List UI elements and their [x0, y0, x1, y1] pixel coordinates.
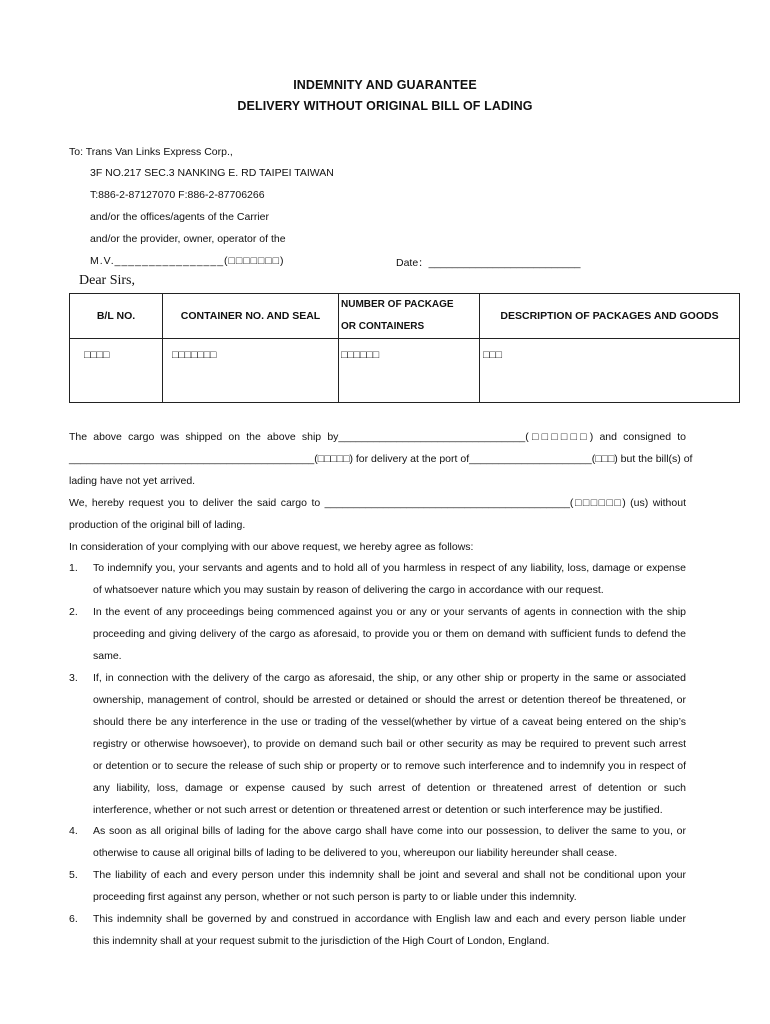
cell-packages[interactable]	[339, 339, 480, 403]
production-line: production of the original bill of lading.	[69, 519, 246, 531]
cell-bl-no-text: □□□□	[84, 349, 110, 361]
carrier-line: and/or the offices/agents of the Carrier	[90, 211, 269, 223]
clause-line: To indemnify you, your servants and agents and to hold all of you harmless in respect of any liability, loss, damage or expense	[93, 562, 686, 574]
clause-line: ownership, management of control, should be arrested or detained or should the arrest or detention thereof be threatened, or	[93, 694, 686, 706]
header-packages-line1: NUMBER OF PACKAGE	[341, 299, 454, 310]
table-header-row	[70, 294, 740, 339]
header-packages-line2: OR CONTAINERS	[341, 321, 425, 332]
clause-text	[93, 601, 686, 667]
clause-line: otherwise to cause all original bills of lading to be delivered to you, whereupon our liability hereunder shall cease.	[93, 847, 618, 859]
clause-line: this indemnity shall at your request submit to the jurisdiction of the High Court of London, England.	[93, 935, 550, 947]
date-field[interactable]: Date：__________________________	[396, 257, 581, 269]
clause-number: 2.	[69, 606, 78, 618]
clause-number: 6.	[69, 913, 78, 925]
clause-number: 1.	[69, 562, 78, 574]
clause-text	[93, 864, 686, 908]
clause-number: 5.	[69, 869, 78, 881]
clause-line: If, in connection with the delivery of the cargo as aforesaid, the ship, or any other ship or property in the same or associated	[93, 672, 686, 684]
clause-text	[93, 908, 686, 952]
clause-line: should there be any interference in the use or trading of the vessel(whether by virtue of a caveat being entered on the ship’s	[93, 716, 686, 728]
clause-line: of whatsoever nature which you may sustain by reason of delivering the cargo in accordance with our request.	[93, 584, 604, 596]
header-bl-no: B/L NO.	[70, 294, 163, 339]
clause-line: In the event of any proceedings being commenced against you or any or your servants of agents in connection with the ship	[93, 606, 686, 618]
clause-number: 3.	[69, 672, 78, 684]
clause-text	[93, 820, 686, 864]
header-description: DESCRIPTION OF PACKAGES AND GOODS	[480, 294, 740, 339]
clause-line: proceeding first against any person, whether or not such person is party to or liable under this indemnity.	[93, 891, 577, 903]
lading-line: lading have not yet arrived.	[69, 475, 196, 487]
vessel-field[interactable]: M.V.________________(□□□□□□□)	[90, 255, 285, 267]
operator-line: and/or the provider, owner, operator of the	[90, 233, 286, 245]
phone-fax-line: T:886-2-87127070 F:886-2-87706266	[90, 189, 265, 201]
clause-line: As soon as all original bills of lading for the above cargo shall have come into our possession, to deliver the same to you, or	[93, 825, 686, 837]
table-row	[70, 339, 740, 403]
clause-line: proceeding and giving delivery of the cargo as aforesaid, to provide you or them on demand with sufficient funds to defend the	[93, 628, 686, 640]
addressee: To: Trans Van Links Express Corp.,	[69, 146, 233, 158]
clause-line: registry or otherwise howsoever), to provide on demand such bail or other security as may be required to prevent such arrest	[93, 738, 686, 750]
cargo-shipped-line: The above cargo was shipped on the above ship by________________________________(□□□□□□) and consigned to	[69, 431, 686, 443]
clause-line: any liability, loss, damage or expense caused by such arrest of detention or threatened arrest of detention or such	[93, 782, 686, 794]
consideration-line: In consideration of your complying with our above request, we hereby agree as follows:	[69, 541, 474, 553]
clause-text	[93, 557, 686, 601]
address-line: 3F NO.217 SEC.3 NANKING E. RD TAIPEI TAIWAN	[90, 167, 334, 179]
cell-packages-text: □□□□□□	[341, 349, 380, 361]
cargo-table	[69, 293, 740, 403]
cell-description[interactable]	[480, 339, 740, 403]
consignee-line: __________________________________________(□□□□□) for delivery at the port of_____________________(□□□) but the bill(s) of	[69, 453, 693, 465]
cell-bl-no[interactable]	[70, 339, 163, 403]
clause-line: interference, whether or not such arrest or detention or threatened arrest or detention or such interference may be justified.	[93, 804, 663, 816]
clause-line: same.	[93, 650, 122, 662]
clause-line: The liability of each and every person under this indemnity shall be joint and several and shall not be conditional upon your	[93, 869, 686, 881]
clause-text	[93, 667, 686, 821]
header-container: CONTAINER NO. AND SEAL	[163, 294, 339, 339]
cell-container[interactable]	[163, 339, 339, 403]
request-line: We, hereby request you to deliver the said cargo to __________________________________________(□□□□□□) (us) without	[69, 497, 686, 509]
document-subtitle: DELIVERY WITHOUT ORIGINAL BILL OF LADING	[237, 99, 533, 113]
greeting: Dear Sirs,	[79, 273, 135, 288]
clause-number: 4.	[69, 825, 78, 837]
cell-container-text: □□□□□□□	[172, 349, 217, 361]
clause-line: or detention or to secure the release of such ship or property or to remove such interference and to indemnify you in respect of	[93, 760, 686, 772]
document-title: INDEMNITY AND GUARANTEE	[293, 78, 477, 92]
clause-line: This indemnity shall be governed by and construed in accordance with English law and each and every person liable under	[93, 913, 686, 925]
cell-description-text: □□□	[483, 349, 503, 361]
header-packages	[339, 294, 480, 339]
